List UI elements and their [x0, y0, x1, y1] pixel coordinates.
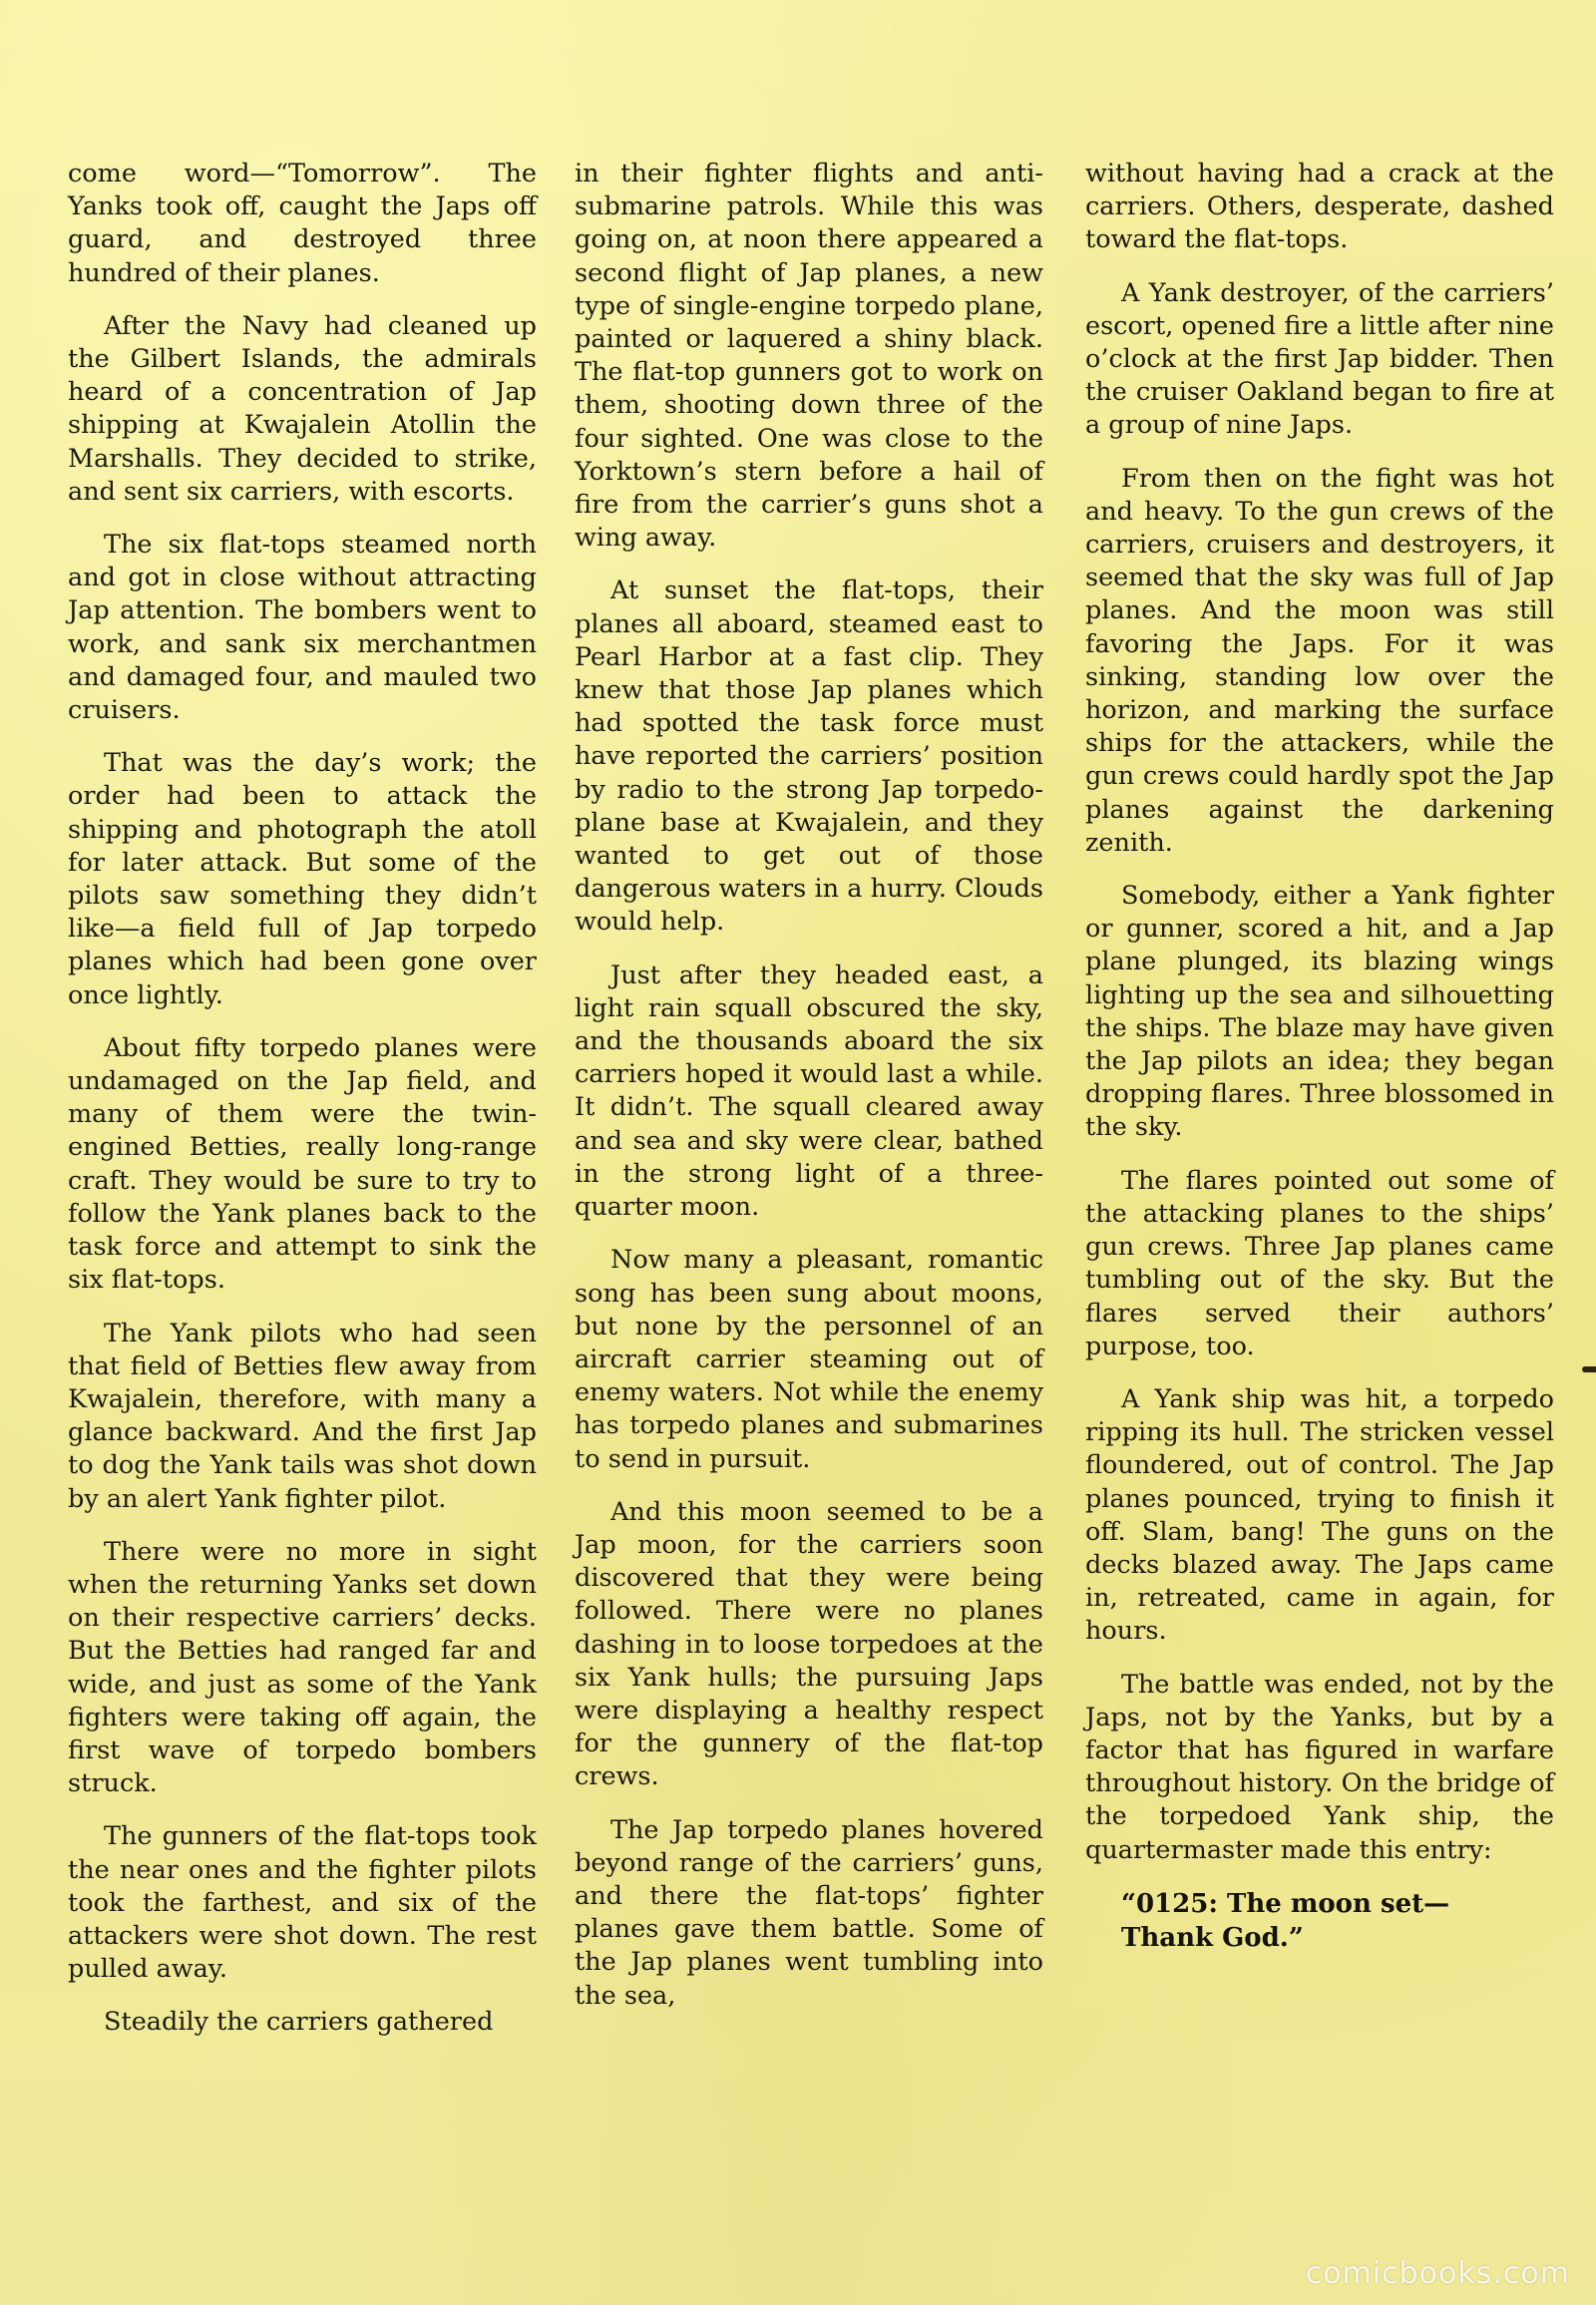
paragraph: come word—“Tomorrow”. The Yanks took off, caught the Japs off guard, and destroyed three hundred of their planes.: [68, 159, 537, 288]
paragraph: The flares pointed out some of the attacking planes to the ships’ gun crews. Three Jap planes came tumbling out of the sky. But the flares served their authors’ purpose, too.: [1085, 1165, 1554, 1361]
text-column-1: [68, 158, 537, 2060]
paragraph: The six flat-tops steamed north and got in close without attracting Jap attention. The bombers went to work, and sank six merchantmen and damaged four, and mauled two cruisers.: [68, 530, 537, 726]
paragraph: At sunset the flat-tops, their planes all aboard, steamed east to Pearl Harbor at a fast clip. They knew that those Jap planes which had spotted the task force must have reported the carriers’ position by radio to the strong Jap torpedo-plane base at Kwajalein, and they wanted to get out of those dangerous waters in a hurry. Clouds would help.: [575, 576, 1043, 938]
paragraph: The Yank pilots who had seen that field of Betties flew away from Kwajalein, therefore, with many a glance backward. And the first Jap to dog the Yank tails was shot down by an alert Yank fighter pilot.: [68, 1318, 537, 1514]
paragraph: A Yank destroyer, of the carriers’ escort, opened fire a little after nine o’clock at the first Jap bidder. Then the cruiser Oakland began to fire at a group of nine Japs.: [1085, 277, 1554, 441]
paragraph: without having had a crack at the carriers. Others, desperate, dashed toward the flat-tops.: [1085, 159, 1554, 255]
paragraph: About fifty torpedo planes were undamaged on the Jap field, and many of them were the twin-engined Betties, really long-range craft. They would be sure to try to follow the Yank planes back to the task force and attempt to sink the six flat-tops.: [68, 1032, 537, 1296]
paragraph: Now many a pleasant, romantic song has been sung about moons, but none by the personnel of an aircraft carrier steaming out of enemy waters. Not while the enemy has torpedo planes and submarines to send in pursuit.: [575, 1245, 1043, 1474]
paragraph: in their fighter flights and anti-submarine patrols. While this was going on, at noon there appeared a second flight of Jap planes, a new type of single-engine torpedo plane, painted or laquered a shiny black. The flat-top gunners got to work on them, shooting down three of the four sighted. One was close to the Yorktown’s stern before a hail of fire from the carrier’s guns shot a wing away.: [575, 159, 1043, 554]
paragraph: The Jap torpedo planes hovered beyond range of the carriers’ guns, and there the flat-tops’ fighter planes gave them battle. Some of the Jap planes went tumbling into the sea,: [575, 1814, 1043, 2011]
text-column-2: [575, 158, 1043, 2033]
closing-quote-line-1: “0125: The moon set—: [1121, 1888, 1450, 1919]
paragraph: A Yank ship was hit, a torpedo ripping its hull. The stricken vessel floundered, out of control. The Jap planes pounced, trying to finish it off. Slam, bang! The guns on the decks blazed away. The Japs came in, retreated, came in again, for hours.: [1085, 1383, 1554, 1647]
closing-quote: [1121, 1887, 1554, 1955]
text-column-3: [1085, 158, 1554, 1955]
paragraph: Just after they headed east, a light rain squall obscured the sky, and the thousands aboard the six carriers hoped it would last a while. It didn’t. The squall cleared away and sea and sky were clear, bathed in the strong light of a three-quarter moon.: [575, 960, 1043, 1223]
paragraph: Somebody, either a Yank fighter or gunner, scored a hit, and a Jap plane plunged, its blazing wings lighting up the sea and silhouetting the ships. The blaze may have given the Jap pilots an idea; they began dropping flares. Three blossomed in the sky.: [1085, 881, 1554, 1143]
paragraph: From then on the fight was hot and heavy. To the gun crews of the carriers, cruisers and destroyers, it seemed that the sky was full of Jap planes. And the moon was still favoring the Japs. For it was sinking, standing low over the horizon, and marking the surface ships for the attackers, while the gun crews could hardly spot the Jap planes against the darkening zenith.: [1085, 463, 1554, 858]
paragraph: There were no more in sight when the returning Yanks set down on their respective carriers’ decks. But the Betties had ranged far and wide, and just as some of the Yank fighters were taking off again, the first wave of torpedo bombers struck.: [68, 1536, 537, 1799]
paragraph: The gunners of the flat-tops took the near ones and the fighter pilots took the farthest, and six of the attackers were shot down. The rest pulled away.: [68, 1821, 537, 1985]
watermark: comicbooks.com: [1305, 2256, 1570, 2291]
paragraph: The battle was ended, not by the Japs, not by the Yanks, but by a factor that has figured in warfare throughout history. On the bridge of the torpedoed Yank ship, the quartermaster made this entry:: [1085, 1669, 1554, 1865]
paragraph: That was the day’s work; the order had been to attack the shipping and photograph the atoll for later attack. But some of the pilots saw something they didn’t like—a field full of Jap torpedo planes which had been gone over once lightly.: [68, 748, 537, 1010]
paragraph: After the Navy had cleaned up the Gilbert Islands, the admirals heard of a concentration of Jap shipping at Kwajalein Atollin the Marshalls. They decided to strike, and sent six carriers, with escorts.: [68, 310, 537, 507]
page-edge-blemish: [1582, 1366, 1596, 1372]
paragraph: And this moon seemed to be a Jap moon, for the carriers soon discovered that they were being followed. There were no planes dashing in to loose torpedoes at the six Yank hulls; the pursuing Japs were displaying a healthy respect for the gunnery of the flat-top crews.: [575, 1496, 1043, 1792]
paragraph: Steadily the carriers gathered: [104, 2007, 494, 2038]
closing-quote-line-2: Thank God.”: [1121, 1922, 1304, 1953]
